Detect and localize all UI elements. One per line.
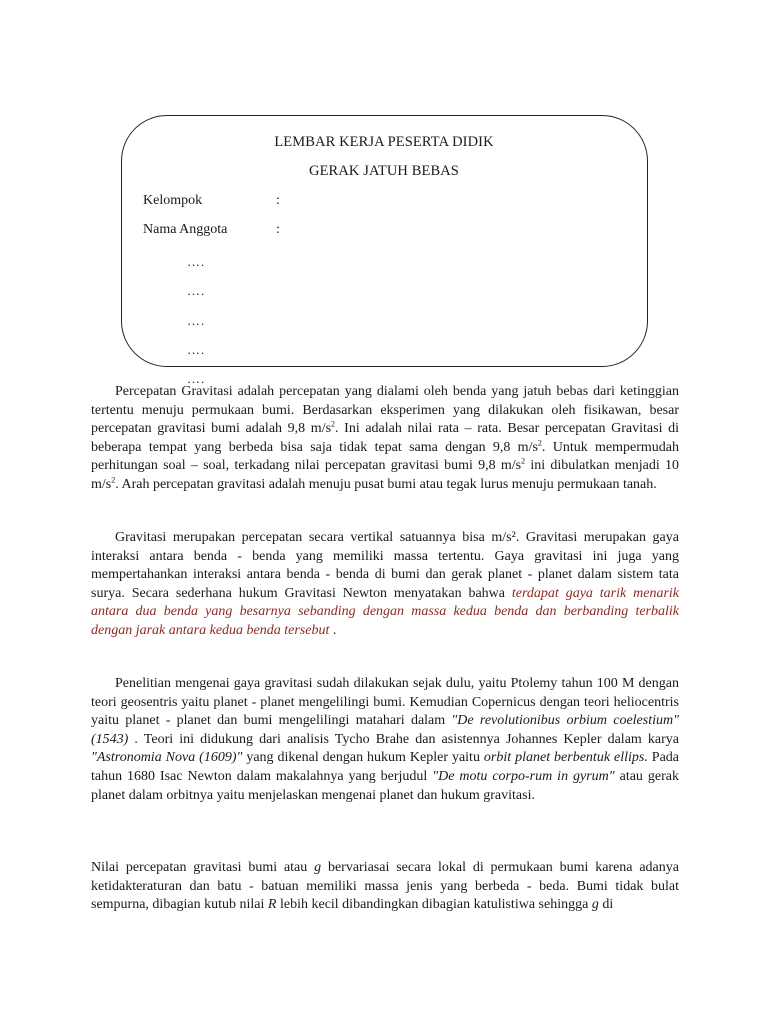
p4-italic-g-2: g bbox=[591, 897, 599, 913]
group-colon: : bbox=[276, 193, 280, 208]
p3-text-c: yang dikenal dengan hukum Kepler yaitu bbox=[242, 750, 484, 766]
p2-newton-law-italic: terdapat gaya tarik menarik antara dua benda yang besarnya sebanding dengan massa kedua benda dan berbanding terbalik dengan jarak antara kedua benda tersebut bbox=[91, 585, 679, 638]
worksheet-title: LEMBAR KERJA PESERTA DIDIK bbox=[274, 134, 494, 150]
p3-italic-orbit: orbit planet berbentuk ellips. bbox=[483, 750, 648, 766]
p1-text-b: . Ini adalah nilai rata – rata. Besar percepatan Gravitasi di beberapa tempat yang berbeda bisa saja tidak tepat sama dengan 9,8 m/s bbox=[91, 421, 679, 455]
p1-text-e: . Arah percepatan gravitasi adalah menuju pusat bumi atau tegak lurus menuju permukaan tanah. bbox=[115, 476, 657, 492]
paragraph-3 bbox=[91, 675, 679, 805]
p4-text-a: Nilai percepatan gravitasi bumi atau bbox=[91, 860, 315, 875]
p3-italic-copernicus: "De revolutionibus orbium coelestium" (1543) bbox=[91, 713, 679, 747]
header-rounded-box bbox=[121, 115, 648, 367]
p3-italic-newton: "De motu corpo-rum in gyrum" bbox=[432, 768, 615, 784]
p1-text-a: Percepatan Gravitasi adalah percepatan yang dialami oleh benda yang jatuh bebas dari ketinggian tertentu menuju permukaan bumi. Berdasarkan eksperimen yang dilakukan oleh fisikawan, besar percepatan gravitasi bumi adalah 9,8 m/s bbox=[91, 384, 679, 437]
p3-text-b: . Teori ini didukung dari analisis Tycho Brahe dan asistennya Johannes Kepler dalam karya bbox=[128, 731, 679, 747]
p1-text-d: ini dibulatkan menjadi 10 m/s bbox=[91, 458, 679, 492]
worksheet-subtitle: GERAK JATUH BEBAS bbox=[309, 163, 459, 179]
p2-text-a: Gravitasi merupakan percepatan secara vertikal satuannya bisa m/s². Gravitasi merupakan gaya interaksi antara benda - benda yang memiliki massa tertentu. Gaya gravitasi ini juga yang mempertahankan interaksi antara benda - benda di bumi dan gerak planet - planet dalam sistem tata surya. Secara sederhana hukum Gravitasi Newton menyatakan bahwa bbox=[91, 530, 679, 601]
p4-italic-g-1: g bbox=[314, 860, 322, 875]
member-placeholder-5: …. bbox=[187, 371, 206, 386]
p1-sup-4: 2 bbox=[111, 475, 116, 485]
member-placeholder-3: …. bbox=[187, 313, 206, 328]
p3-italic-kepler: "Astronomia Nova (1609)" bbox=[91, 750, 243, 766]
members-label: Nama Anggota bbox=[143, 222, 228, 237]
p3-text-a: Penelitian mengenai gaya gravitasi sudah dilakukan sejak dulu, yaitu Ptolemy tahun 100 M dengan teori geosentris yaitu planet - planet mengelilingi bumi. Kemudian Copernicus dengan teori heliocentris yaitu planet - planet dan bumi mengelilingi matahari dalam bbox=[91, 676, 679, 729]
p2-text-end: . bbox=[329, 622, 337, 638]
p4-text-d: di bbox=[598, 897, 614, 913]
p4-italic-r: R bbox=[267, 897, 277, 913]
p1-sup-1: 2 bbox=[331, 419, 336, 429]
members-colon: : bbox=[276, 222, 280, 237]
paragraph-1 bbox=[91, 383, 679, 495]
p3-text-e: atau gerak planet dalam orbitnya yaitu menjelaskan mengenai planet dan hukum gravitasi. bbox=[91, 768, 679, 803]
member-placeholder-2: …. bbox=[187, 283, 206, 298]
p1-sup-3: 2 bbox=[521, 456, 526, 466]
paragraph-4 bbox=[91, 859, 679, 915]
member-placeholder-1: …. bbox=[187, 254, 206, 269]
p4-text-b: bervariasai secara lokal di permukaan bumi karena adanya ketidakteraturan dan batu - batuan memiliki massa jenis yang berbeda - beda. Bumi tidak bulat sempurna, dibagian kutub nilai bbox=[91, 860, 679, 913]
member-placeholder-4: …. bbox=[187, 342, 206, 357]
p4-text-c: lebih kecil dibandingkan dibagian katulistiwa sehingga bbox=[276, 897, 592, 913]
p1-text-c: . Untuk mempermudah perhitungan soal – soal, terkadang nilai percepatan gravitasi bumi 9,8 m/s bbox=[91, 439, 679, 474]
paragraph-2 bbox=[91, 529, 679, 641]
p1-sup-2: 2 bbox=[537, 438, 542, 448]
group-label: Kelompok bbox=[143, 193, 203, 208]
p3-text-d: Pada tahun 1680 Isac Newton dalam makalahnya yang berjudul bbox=[91, 750, 680, 784]
